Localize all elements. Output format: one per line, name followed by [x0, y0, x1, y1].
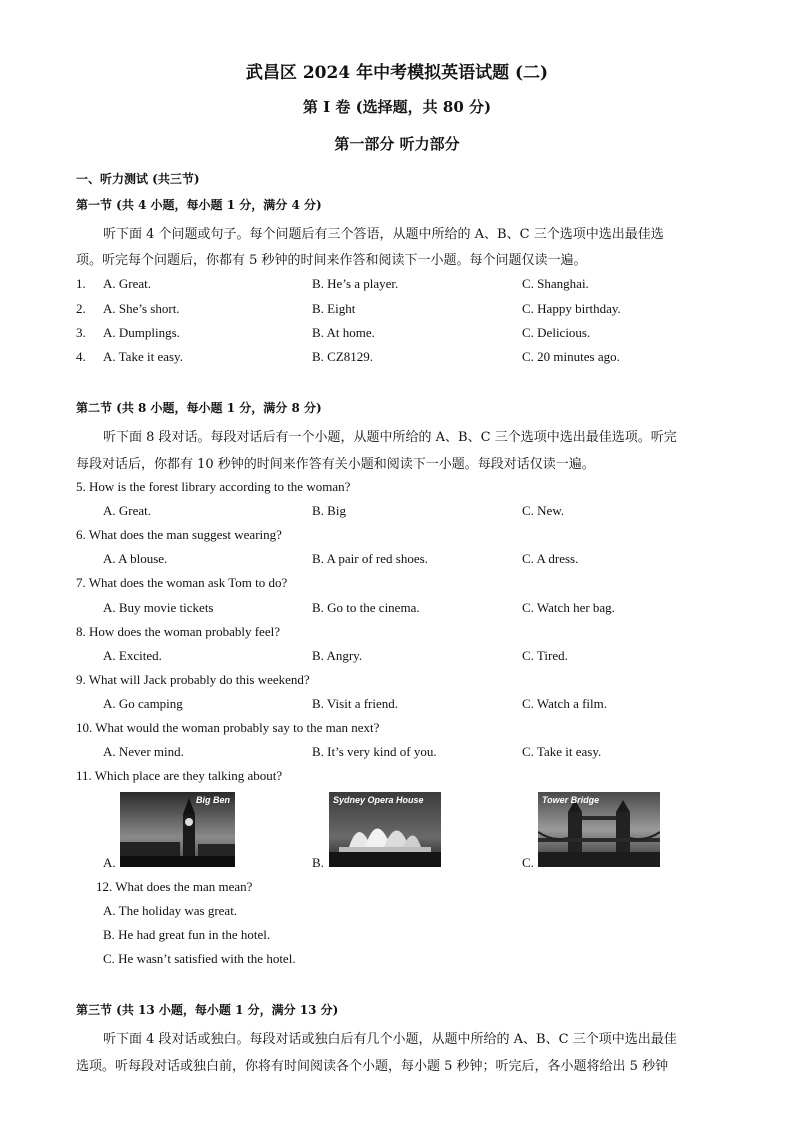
option-a: A. Great.: [103, 276, 152, 291]
section3-instruction-2: 选项。听每段对话或独白前，你将有时间阅读各个小题，每小题 5 秒钟；听完后，各小题将给出 5 秒钟: [76, 1059, 669, 1074]
tower-bridge-photo: [538, 792, 660, 867]
option-a: A. Great.: [103, 503, 152, 518]
section2-heading: 第二节 (共 8 小题，每小题 1 分，满分 8 分): [76, 401, 322, 415]
option-c: C. New.: [522, 503, 565, 518]
section2-instruction-1: 听下面 8 段对话。每段对话后有一个小题，从题中所给的 A、B、C 三个选项中选出最佳选项。听完: [103, 430, 677, 445]
question-number: 4.: [76, 349, 86, 364]
question-number: 2.: [76, 301, 86, 316]
section1-heading: 第一节 (共 4 小题，每小题 1 分，满分 4 分): [76, 198, 322, 212]
option-c: C. Delicious.: [522, 325, 591, 340]
option-b: B. A pair of red shoes.: [312, 551, 428, 566]
question-text: 5. How is the forest library according to the woman?: [76, 479, 351, 494]
option-b: B. Big: [312, 503, 346, 518]
question-text: 8. How does the woman probably feel?: [76, 624, 280, 639]
option-c: C. Watch a film.: [522, 696, 608, 711]
option-a-label: A.: [103, 855, 116, 870]
option-b-label: B.: [312, 855, 324, 870]
option-c: C. Happy birthday.: [522, 301, 621, 316]
big-ben-photo: [120, 792, 235, 867]
option-a: A. Go camping: [103, 696, 183, 711]
option-b: B. Visit a friend.: [312, 696, 398, 711]
option-b: B. Go to the cinema.: [312, 600, 420, 615]
option-a: A. The holiday was great.: [103, 903, 238, 918]
option-c: C. A dress.: [522, 551, 579, 566]
section3-heading: 第三节 (共 13 小题，每小题 1 分，满分 13 分): [76, 1003, 339, 1017]
option-a: A. Never mind.: [103, 744, 184, 759]
option-c: C. Watch her bag.: [522, 600, 615, 615]
option-c: C. Shanghai.: [522, 276, 589, 291]
question-text: 11. Which place are they talking about?: [76, 768, 283, 783]
option-a: A. Buy movie tickets: [103, 600, 214, 615]
option-c: C. He wasn’t satisfied with the hotel.: [103, 951, 296, 966]
option-b: B. Eight: [312, 301, 356, 316]
question-text: 10. What would the woman probably say to the man next?: [76, 720, 380, 735]
section2-instruction-2: 每段对话后，你都有 10 秒钟的时间来作答有关小题和阅读下一小题。每段对话仅读一遍。: [76, 457, 595, 472]
option-a: A. Take it easy.: [103, 349, 183, 364]
listening-heading: 一、听力测试 (共三节): [76, 172, 200, 186]
option-c-label: C.: [522, 855, 534, 870]
section3-instruction-1: 听下面 4 段对话或独白。每段对话或独白后有几个小题，从题中所给的 A、B、C 三个项中选出最佳: [103, 1032, 677, 1047]
photo-caption: Sydney Opera House: [333, 795, 424, 805]
option-b: B. Angry.: [312, 648, 363, 663]
section1-instruction-2: 项。听完每个问题后，你都有 5 秒钟的时间来作答和阅读下一小题。每个问题仅读一遍。: [76, 253, 587, 268]
option-a: A. A blouse.: [103, 551, 168, 566]
page-title: 武昌区 2024 年中考模拟英语试题 (二): [245, 63, 549, 83]
paper-part-title: 第 I 卷 (选择题，共 80 分): [302, 98, 492, 116]
question-text: 6. What does the man suggest wearing?: [76, 527, 282, 542]
photo-caption: Tower Bridge: [542, 795, 600, 805]
option-b: B. He had great fun in the hotel.: [103, 927, 271, 942]
option-c: C. 20 minutes ago.: [522, 349, 620, 364]
option-b: B. CZ8129.: [312, 349, 374, 364]
sydney-opera-house-photo: [329, 792, 441, 867]
section-part-title: 第一部分 听力部分: [334, 135, 460, 153]
question-number: 1.: [76, 276, 86, 291]
option-b: B. He’s a player.: [312, 276, 399, 291]
question-text: 7. What does the woman ask Tom to do?: [76, 575, 288, 590]
question-text: 12. What does the man mean?: [96, 879, 253, 894]
section1-instruction-1: 听下面 4 个问题或句子。每个问题后有三个答语，从题中所给的 A、B、C 三个选项中选出最佳选: [103, 227, 664, 242]
question-text: 9. What will Jack probably do this weekend?: [76, 672, 310, 687]
option-a: A. She’s short.: [103, 301, 180, 316]
question-number: 3.: [76, 325, 86, 340]
photo-caption: Big Ben: [196, 795, 231, 805]
option-b: B. At home.: [312, 325, 375, 340]
option-b: B. It’s very kind of you.: [312, 744, 437, 759]
option-c: C. Take it easy.: [522, 744, 602, 759]
option-a: A. Dumplings.: [103, 325, 180, 340]
option-a: A. Excited.: [103, 648, 162, 663]
option-c: C. Tired.: [522, 648, 568, 663]
